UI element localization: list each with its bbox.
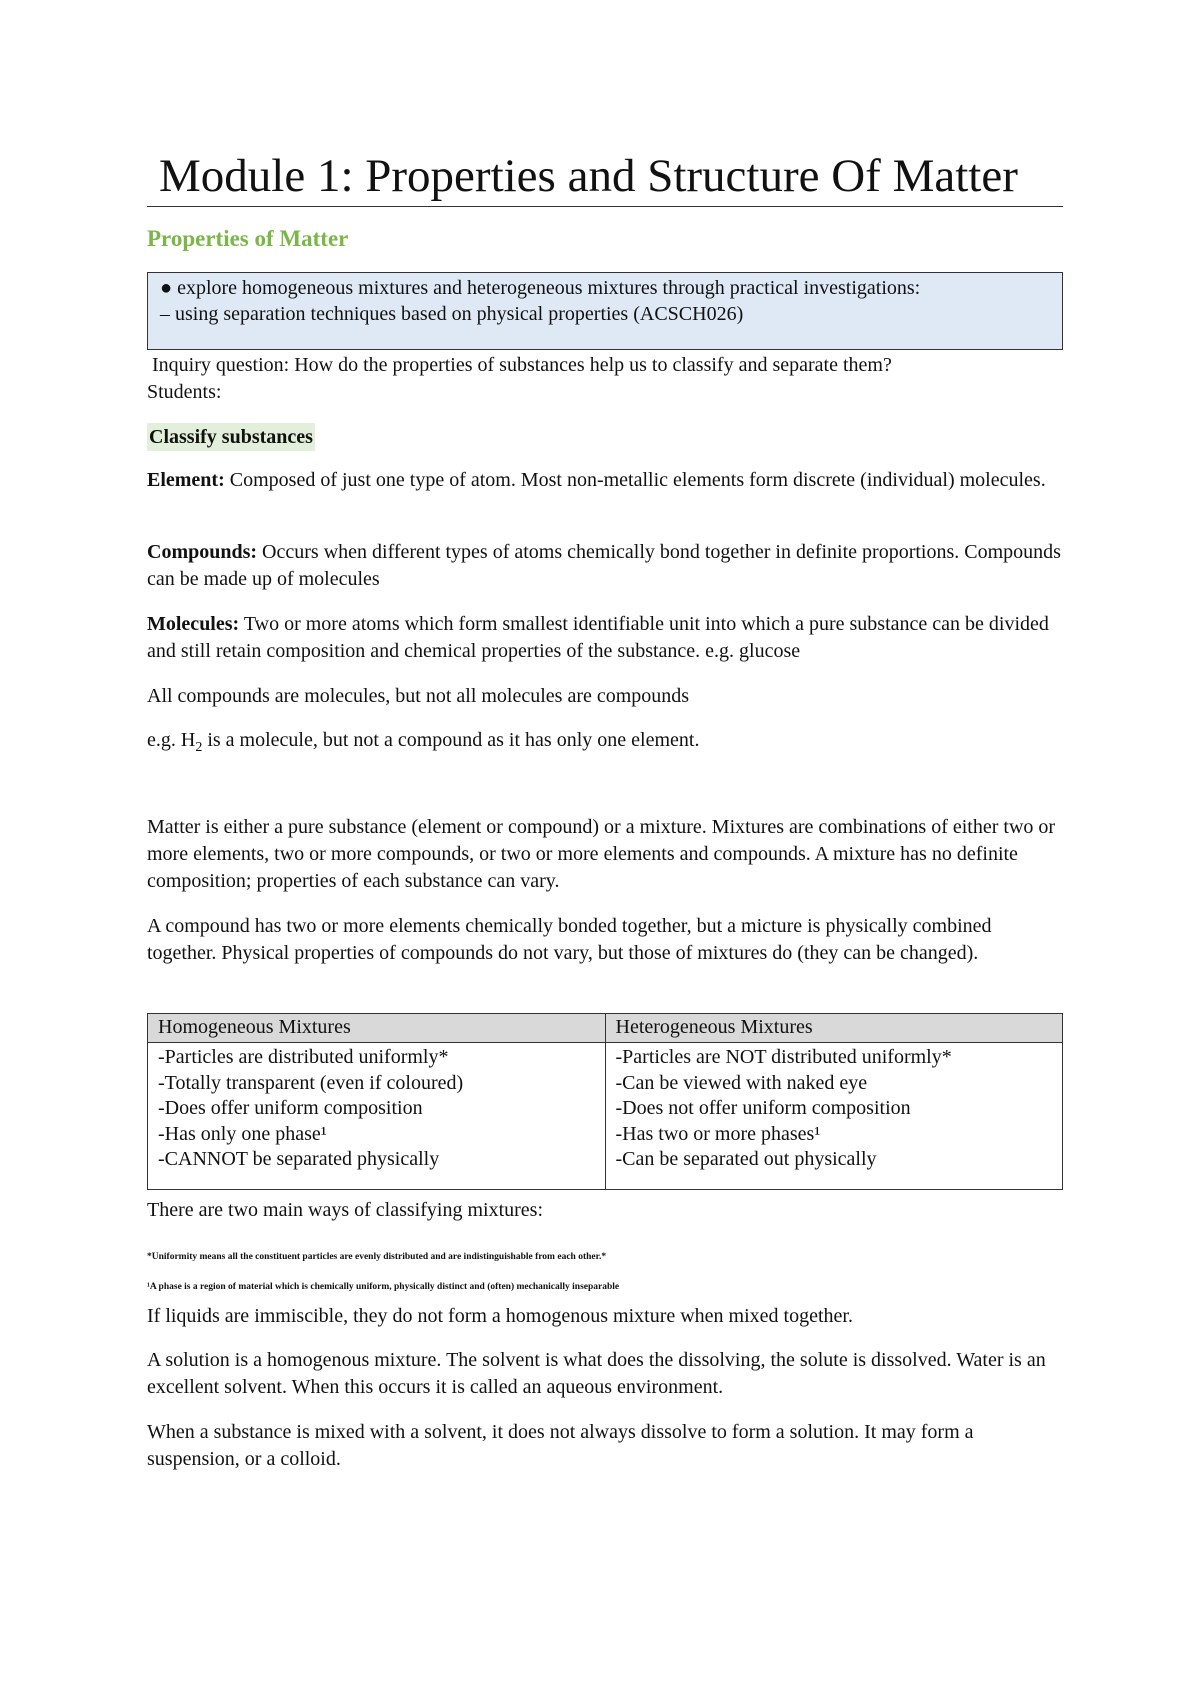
section-heading: Properties of Matter: [147, 226, 349, 251]
immiscible-statement: If liquids are immiscible, they do not form a homogenous mixture when mixed together.: [147, 1305, 853, 1327]
table-row: [148, 1043, 1063, 1190]
all-compounds-statement: All compounds are molecules, but not all molecules are compounds: [147, 685, 690, 707]
heterogeneous-item: -Can be viewed with naked eye: [615, 1071, 868, 1094]
molecules-term: Molecules:: [147, 613, 240, 635]
compounds-term: Compounds:: [147, 541, 258, 563]
suspension-paragraph: When a substance is mixed with a solvent, it does not always dissolve to form a solution. It may form a suspension, or a colloid.: [147, 1421, 974, 1470]
h2-subscript: 2: [195, 740, 203, 755]
solution-paragraph: A solution is a homogenous mixture. The solvent is what does the dissolving, the solute is dissolved. Water is an excellent solvent. When this occurs it is called an aqueous environment.: [147, 1349, 1046, 1398]
inquiry-question: Inquiry question: How do the properties of substances help us to classify and separate them?: [147, 354, 892, 376]
h2-example: [147, 727, 1063, 761]
h2-prefix: e.g. H: [147, 729, 196, 751]
matter-paragraph: Matter is either a pure substance (element or compound) or a mixture. Mixtures are combinations of either two or more elements, two or more compounds, or two or more elements and compounds. A mixture has no definite composition; properties of each substance can vary.: [147, 816, 1056, 892]
students-label: Students:: [147, 381, 222, 403]
homogeneous-item: -Has only one phase¹: [158, 1122, 327, 1145]
page-title: Module 1: Properties and Structure Of Matter: [147, 148, 1063, 207]
outcome-line-1: ● explore homogeneous mixtures and heterogeneous mixtures through practical investigations:: [160, 277, 921, 299]
homogeneous-item: -Totally transparent (even if coloured): [158, 1071, 464, 1094]
mixtures-table: [147, 1013, 1063, 1190]
element-definition: [147, 467, 1063, 494]
heterogeneous-cell: [605, 1043, 1063, 1190]
two-ways-statement: There are two main ways of classifying mixtures:: [147, 1199, 543, 1221]
heterogeneous-header: Heterogeneous Mixtures: [605, 1014, 1063, 1043]
syllabus-outcome-box: [147, 272, 1063, 350]
heterogeneous-item: -Has two or more phases¹: [615, 1122, 821, 1145]
h2-suffix: is a molecule, but not a compound as it has only one element.: [202, 729, 700, 751]
footnote-phase: ¹A phase is a region of material which is chemically uniform, physically distinct and (often) mechanically inseparable: [147, 1281, 620, 1292]
heterogeneous-item: -Can be separated out physically: [615, 1148, 877, 1170]
homogeneous-item: -CANNOT be separated physically: [158, 1148, 440, 1170]
element-text: Composed of just one type of atom. Most non-metallic elements form discrete (individual) molecules.: [224, 469, 1046, 491]
classify-substances-heading: Classify substances: [147, 423, 315, 451]
homogeneous-header: Homogeneous Mixtures: [148, 1014, 606, 1043]
footnote-uniformity: *Uniformity means all the constituent particles are evenly distributed and are indistinguishable from each other.*: [147, 1251, 607, 1262]
outcome-line-2: – using separation techniques based on physical properties (ACSCH026): [160, 303, 744, 325]
element-term: Element:: [147, 469, 225, 491]
heterogeneous-item: -Particles are NOT distributed uniformly*: [615, 1046, 952, 1068]
compounds-text: Occurs when different types of atoms chemically bond together in definite proportions. Compounds can be made up of molecules: [147, 541, 1061, 590]
homogeneous-item: -Particles are distributed uniformly*: [158, 1046, 449, 1068]
heterogeneous-item: -Does not offer uniform composition: [615, 1097, 911, 1119]
compounds-definition: [147, 539, 1063, 593]
homogeneous-cell: [148, 1043, 606, 1190]
compound-paragraph: A compound has two or more elements chemically bonded together, but a micture is physically combined together. Physical properties of compounds do not vary, but those of mixtures do (they can be changed).: [147, 915, 992, 964]
table-header-row: [148, 1014, 1063, 1043]
molecules-definition: [147, 611, 1063, 665]
homogeneous-item: -Does offer uniform composition: [158, 1097, 423, 1119]
molecules-text: Two or more atoms which form smallest identifiable unit into which a pure substance can be divided and still retain composition and chemical properties of the substance. e.g. glucose: [147, 613, 1049, 662]
